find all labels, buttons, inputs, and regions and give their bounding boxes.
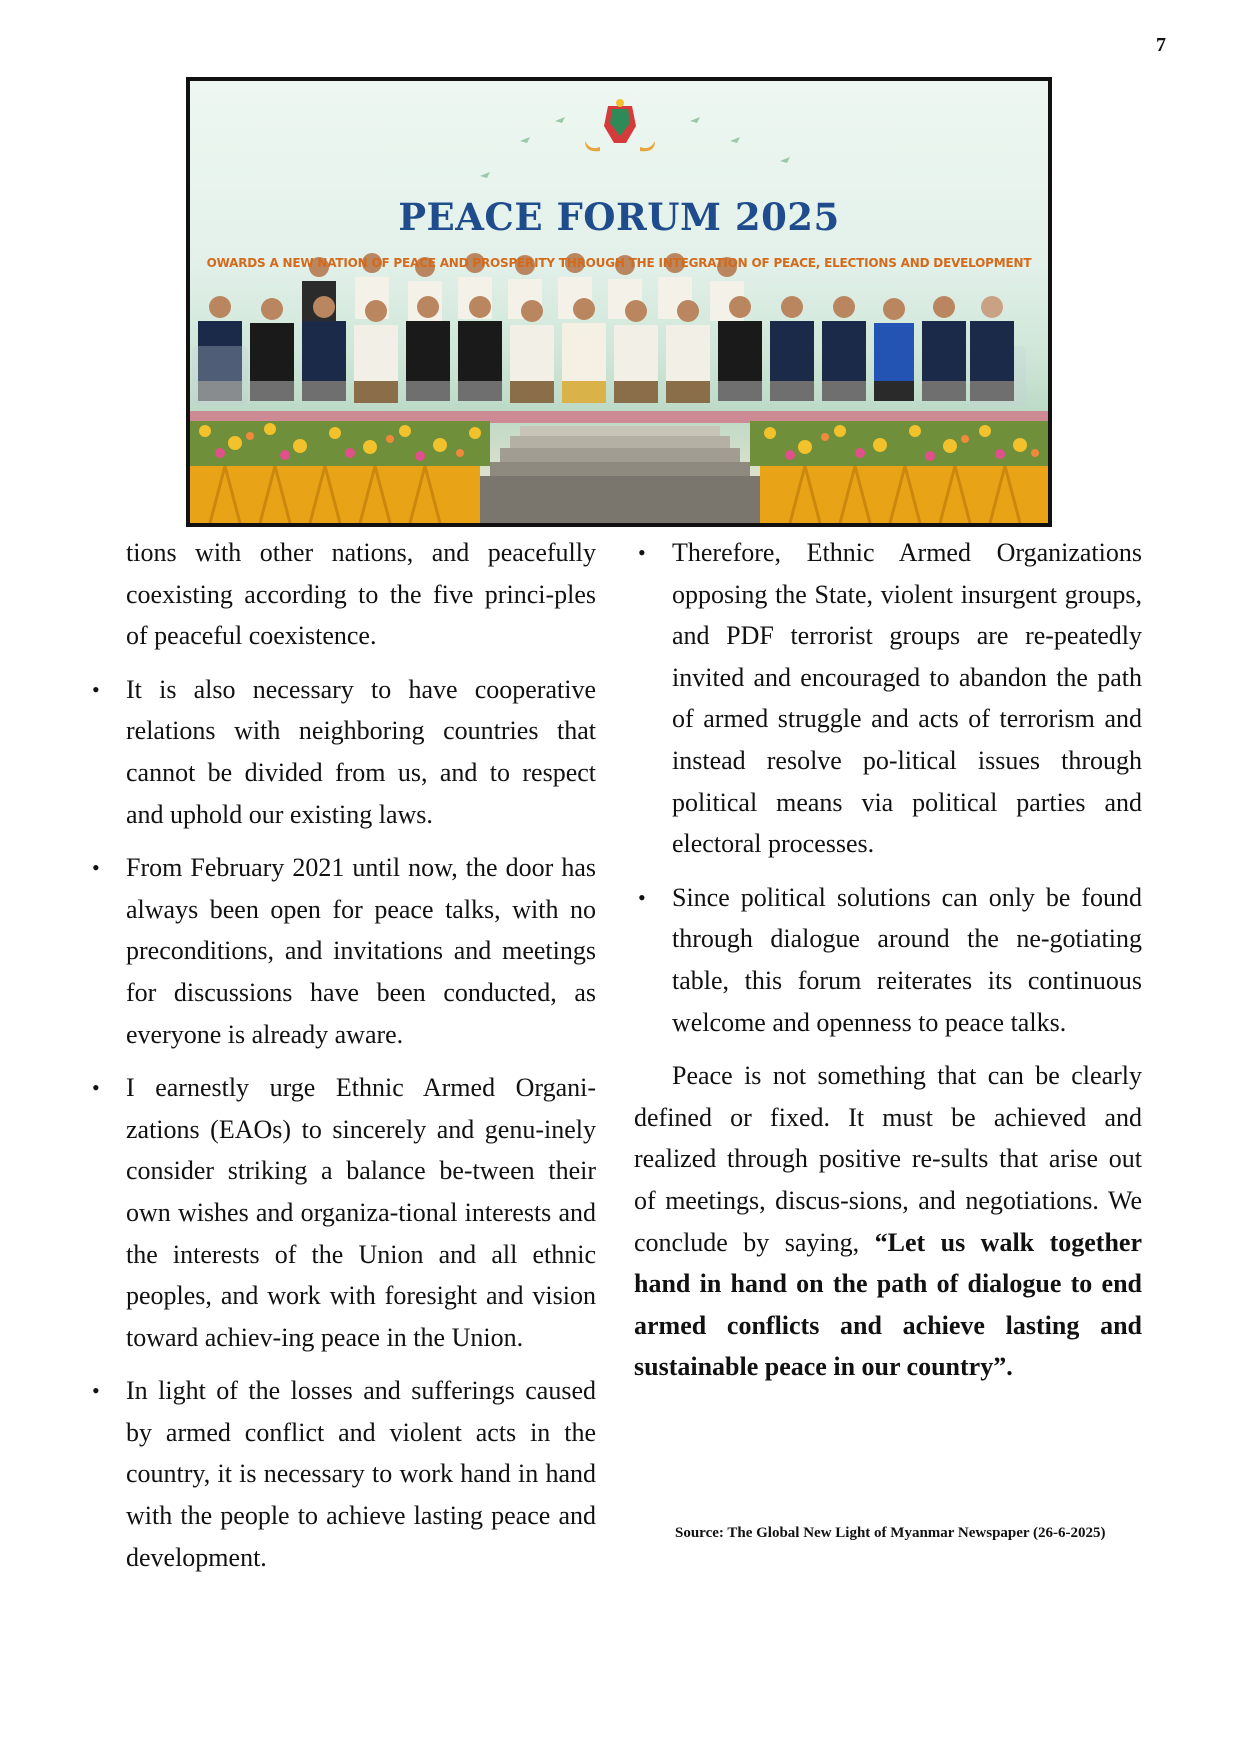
bullet-icon: •: [638, 540, 646, 565]
bullet-icon: •: [92, 1378, 100, 1404]
list-item: [634, 877, 1142, 1043]
page-number: 7: [1156, 34, 1166, 56]
list-item-text: Since political solutions can only be found through dialogue around the ne-gotiating table, this forum reiterates its continuous welcome and openness to peace talks.: [672, 882, 1142, 1037]
closing-paragraph: [634, 1055, 1142, 1388]
bullet-icon: •: [92, 855, 100, 881]
closing-quote: “Let us walk together hand in hand on the path of dialogue to end armed conflicts and achieve lasting and sustainable peace in our country”.: [634, 1227, 1142, 1382]
list-item-text: Therefore, Ethnic Armed Organizations opposing the State, violent insurgent groups, and PDF terrorist groups are re-peatedly invited and encouraged to abandon the path of armed struggle and acts of terrorism and instead resolve po-litical issues through political means via political parties and electoral processes.: [672, 538, 1142, 859]
list-item: [88, 1370, 596, 1578]
banner-title: PEACE FORUM 2025: [398, 195, 840, 239]
banner-subtitle: OWARDS A NEW NATION OF PEACE AND PROSPERITY THROUGH THE INTEGRATION OF PEACE, ELECTIONS AND DEVELOPMENT: [206, 256, 1032, 270]
bullet-icon: •: [92, 1075, 100, 1101]
continuation-paragraph: tions with other nations, and peacefully coexisting according to the five princi-ples of peaceful coexistence.: [126, 538, 596, 651]
list-item-text: I earnestly urge Ethnic Armed Organi-zations (EAOs) to sincerely and genu-inely consider striking a balance be-tween their own wishes and organiza-tional interests and the interests of the Union and all ethnic peoples, and work with foresight and vision toward achiev-ing peace in the Union.: [126, 1073, 596, 1352]
list-item-text: It is also necessary to have cooperative relations with neighboring countries that cannot be divided from us, and to respect and uphold our existing laws.: [126, 674, 596, 829]
list-item: [634, 532, 1142, 865]
list-item: [88, 1067, 596, 1358]
closing-text: Peace is not something that can be clearly defined or fixed. It must be achieved and realized through positive re-sults that arise out of meetings, discus-sions, and negotiations. We conclude by saying,: [634, 1061, 1142, 1257]
peace-forum-photo: [186, 77, 1052, 527]
left-column: [88, 532, 596, 1578]
bullet-icon: •: [638, 884, 646, 910]
bullet-icon: •: [92, 676, 100, 702]
right-column: [634, 532, 1142, 1388]
list-item: [88, 847, 596, 1055]
left-bullet-list: [88, 669, 596, 1578]
peace-emblem: [585, 99, 655, 151]
right-bullet-list: [634, 532, 1142, 1043]
list-item: [88, 669, 596, 835]
source-citation: Source: The Global New Light of Myanmar Newspaper (26-6-2025): [675, 1525, 1106, 1541]
photo-scene: [190, 81, 1048, 523]
list-item-text: In light of the losses and sufferings caused by armed conflict and violent acts in the country, it is necessary to work hand in hand with the people to achieve lasting peace and development.: [126, 1376, 596, 1572]
list-item-text: From February 2021 until now, the door has always been open for peace talks, with no preconditions, and invitations and meetings for discussions have been conducted, as everyone is already aware.: [126, 853, 596, 1049]
